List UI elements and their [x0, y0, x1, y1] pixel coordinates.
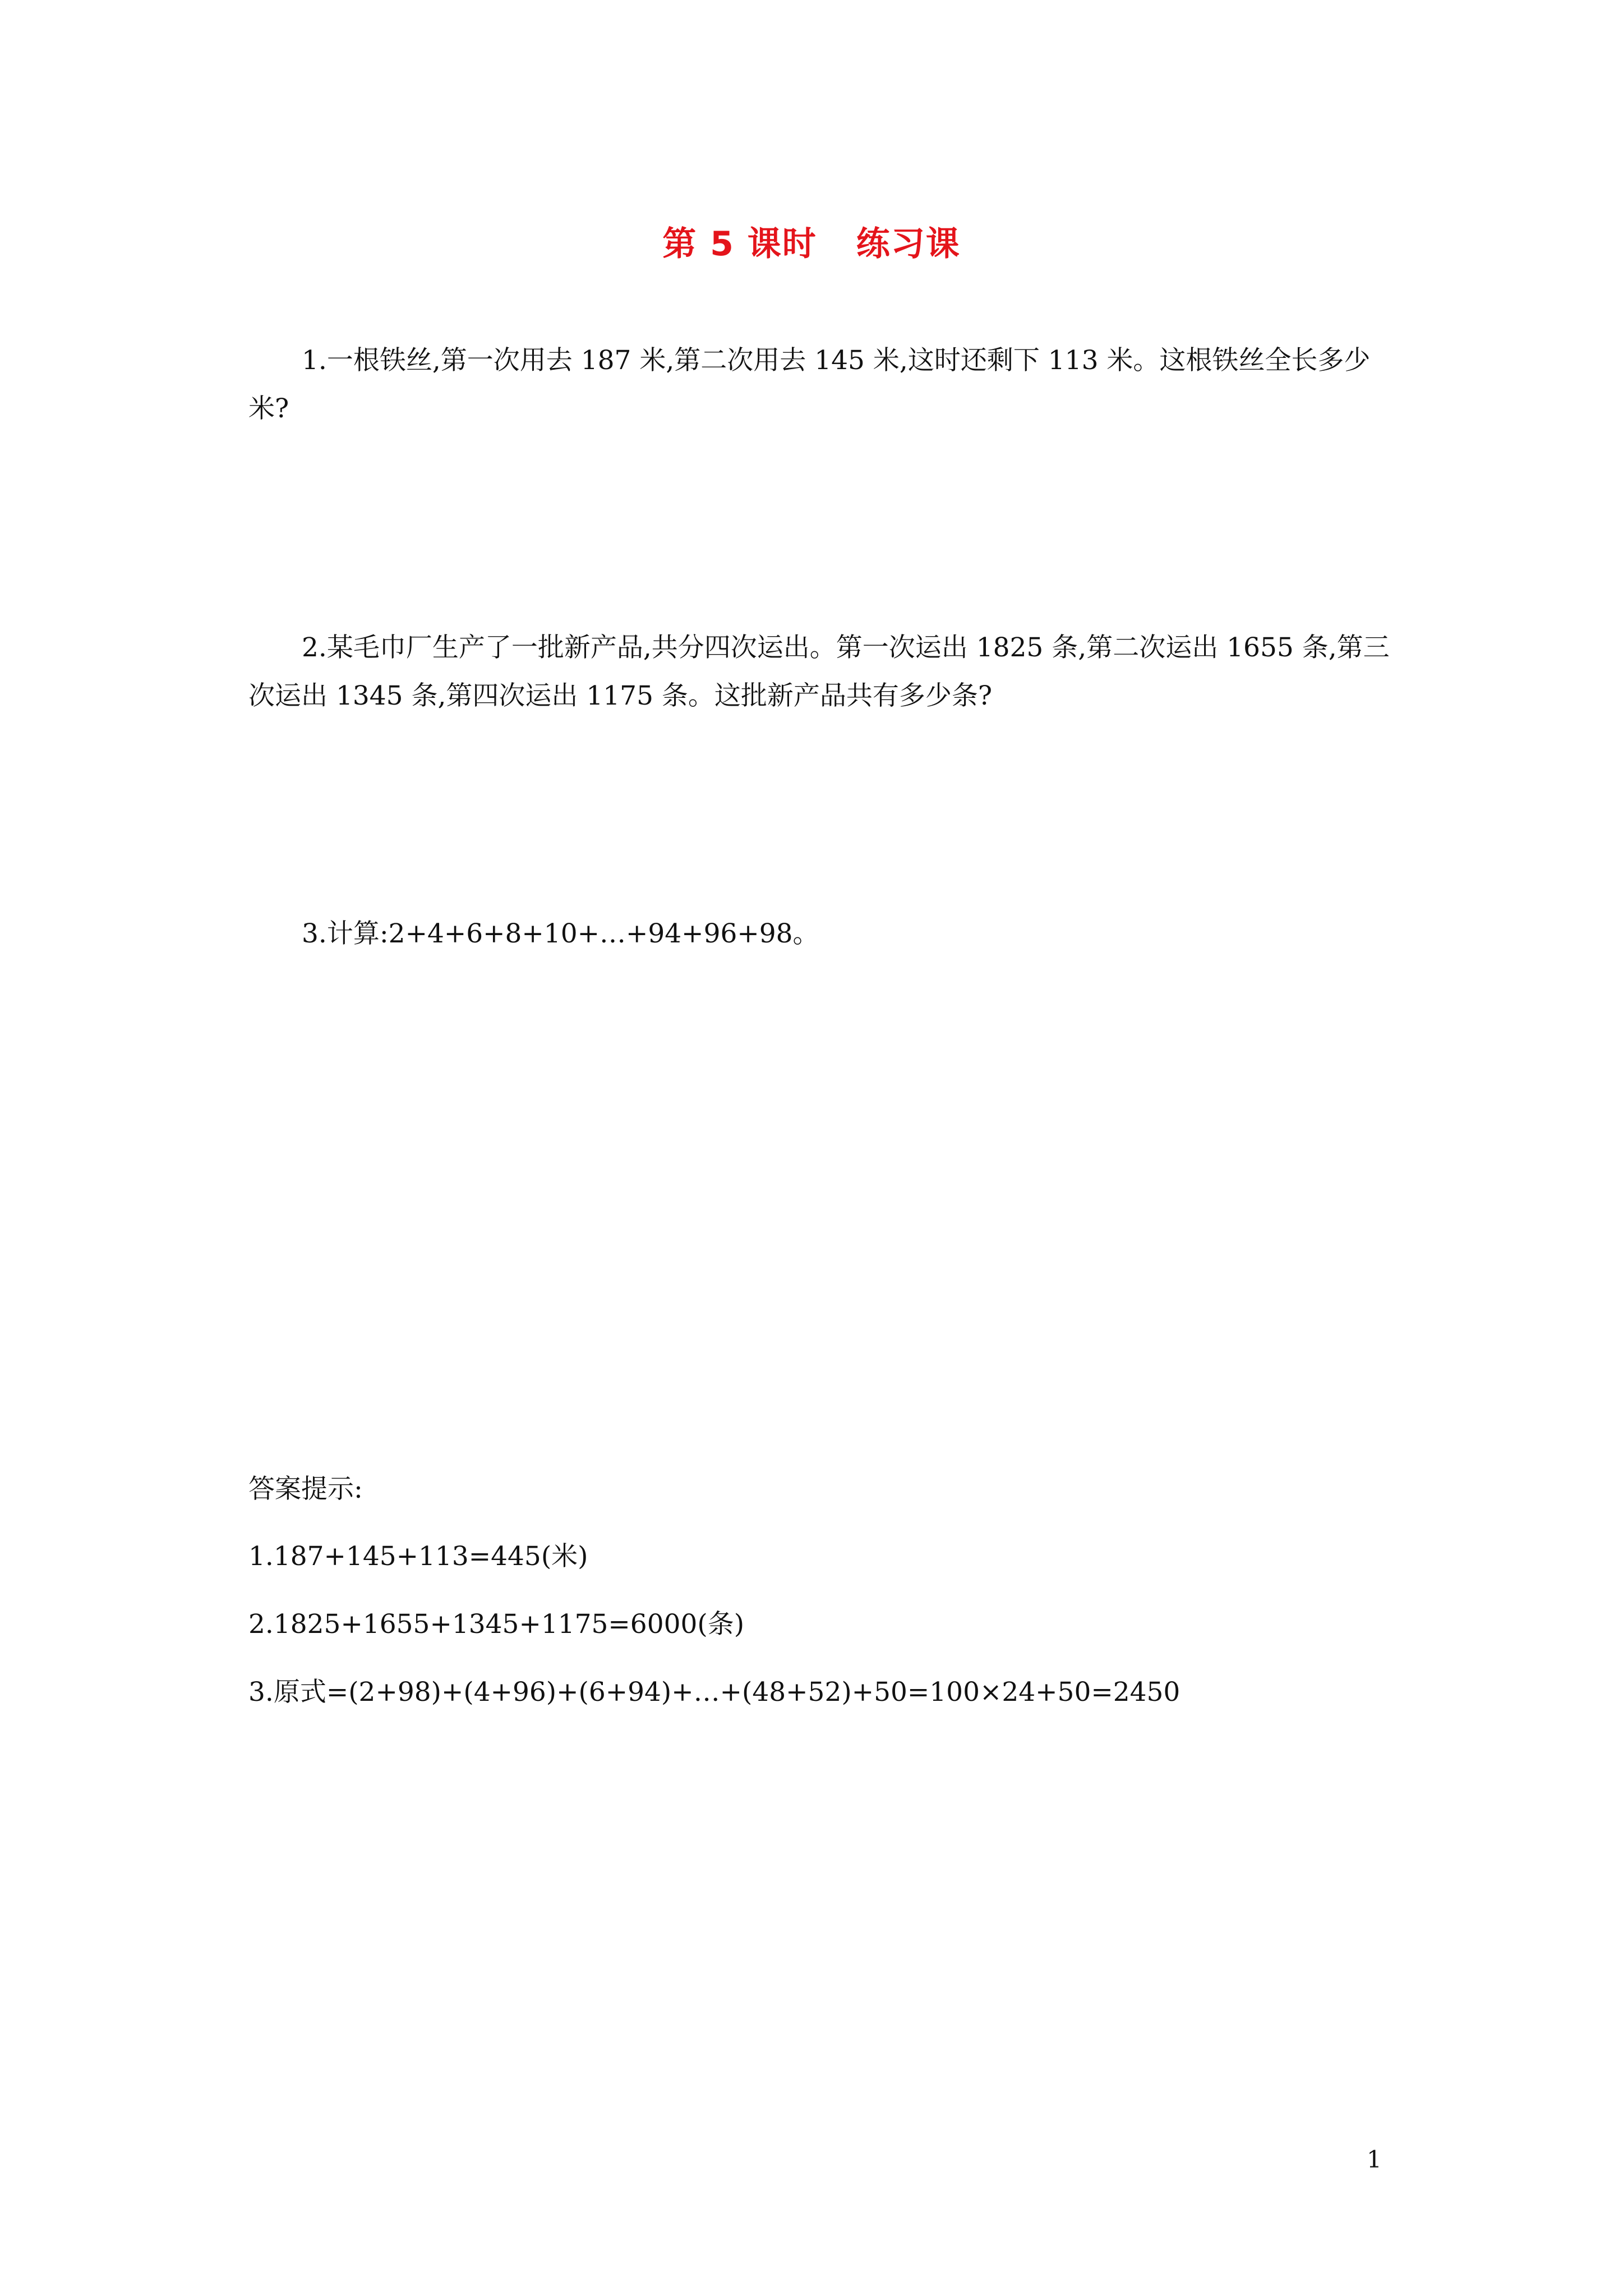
answer-2: 2.1825+1655+1345+1175=6000(条): [248, 1609, 745, 1640]
title-type: 练习课: [856, 224, 961, 264]
title-lesson: 第 5 课时: [662, 224, 817, 264]
page-number: 1: [1367, 2146, 1382, 2173]
answers-heading: 答案提示:: [248, 1474, 363, 1504]
question-1: 1.一根铁丝,第一次用去 187 米,第二次用去 145 米,这时还剩下 113 米。这根铁丝全长多少米?: [248, 345, 1371, 424]
question-2: 2.某毛巾厂生产了一批新产品,共分四次运出。第一次运出 1825 条,第二次运出 1655 条,第三次运出 1345 条,第四次运出 1175 条。这批新产品共有多少条?: [248, 632, 1390, 711]
question-3: 3.计算:2+4+6+8+10+…+94+96+98。: [302, 918, 819, 949]
answer-1: 1.187+145+113=445(米): [248, 1541, 588, 1572]
answer-3: 3.原式=(2+98)+(4+96)+(6+94)+…+(48+52)+50=100×24+50=2450: [248, 1677, 1181, 1708]
page-title: [0, 224, 1623, 264]
